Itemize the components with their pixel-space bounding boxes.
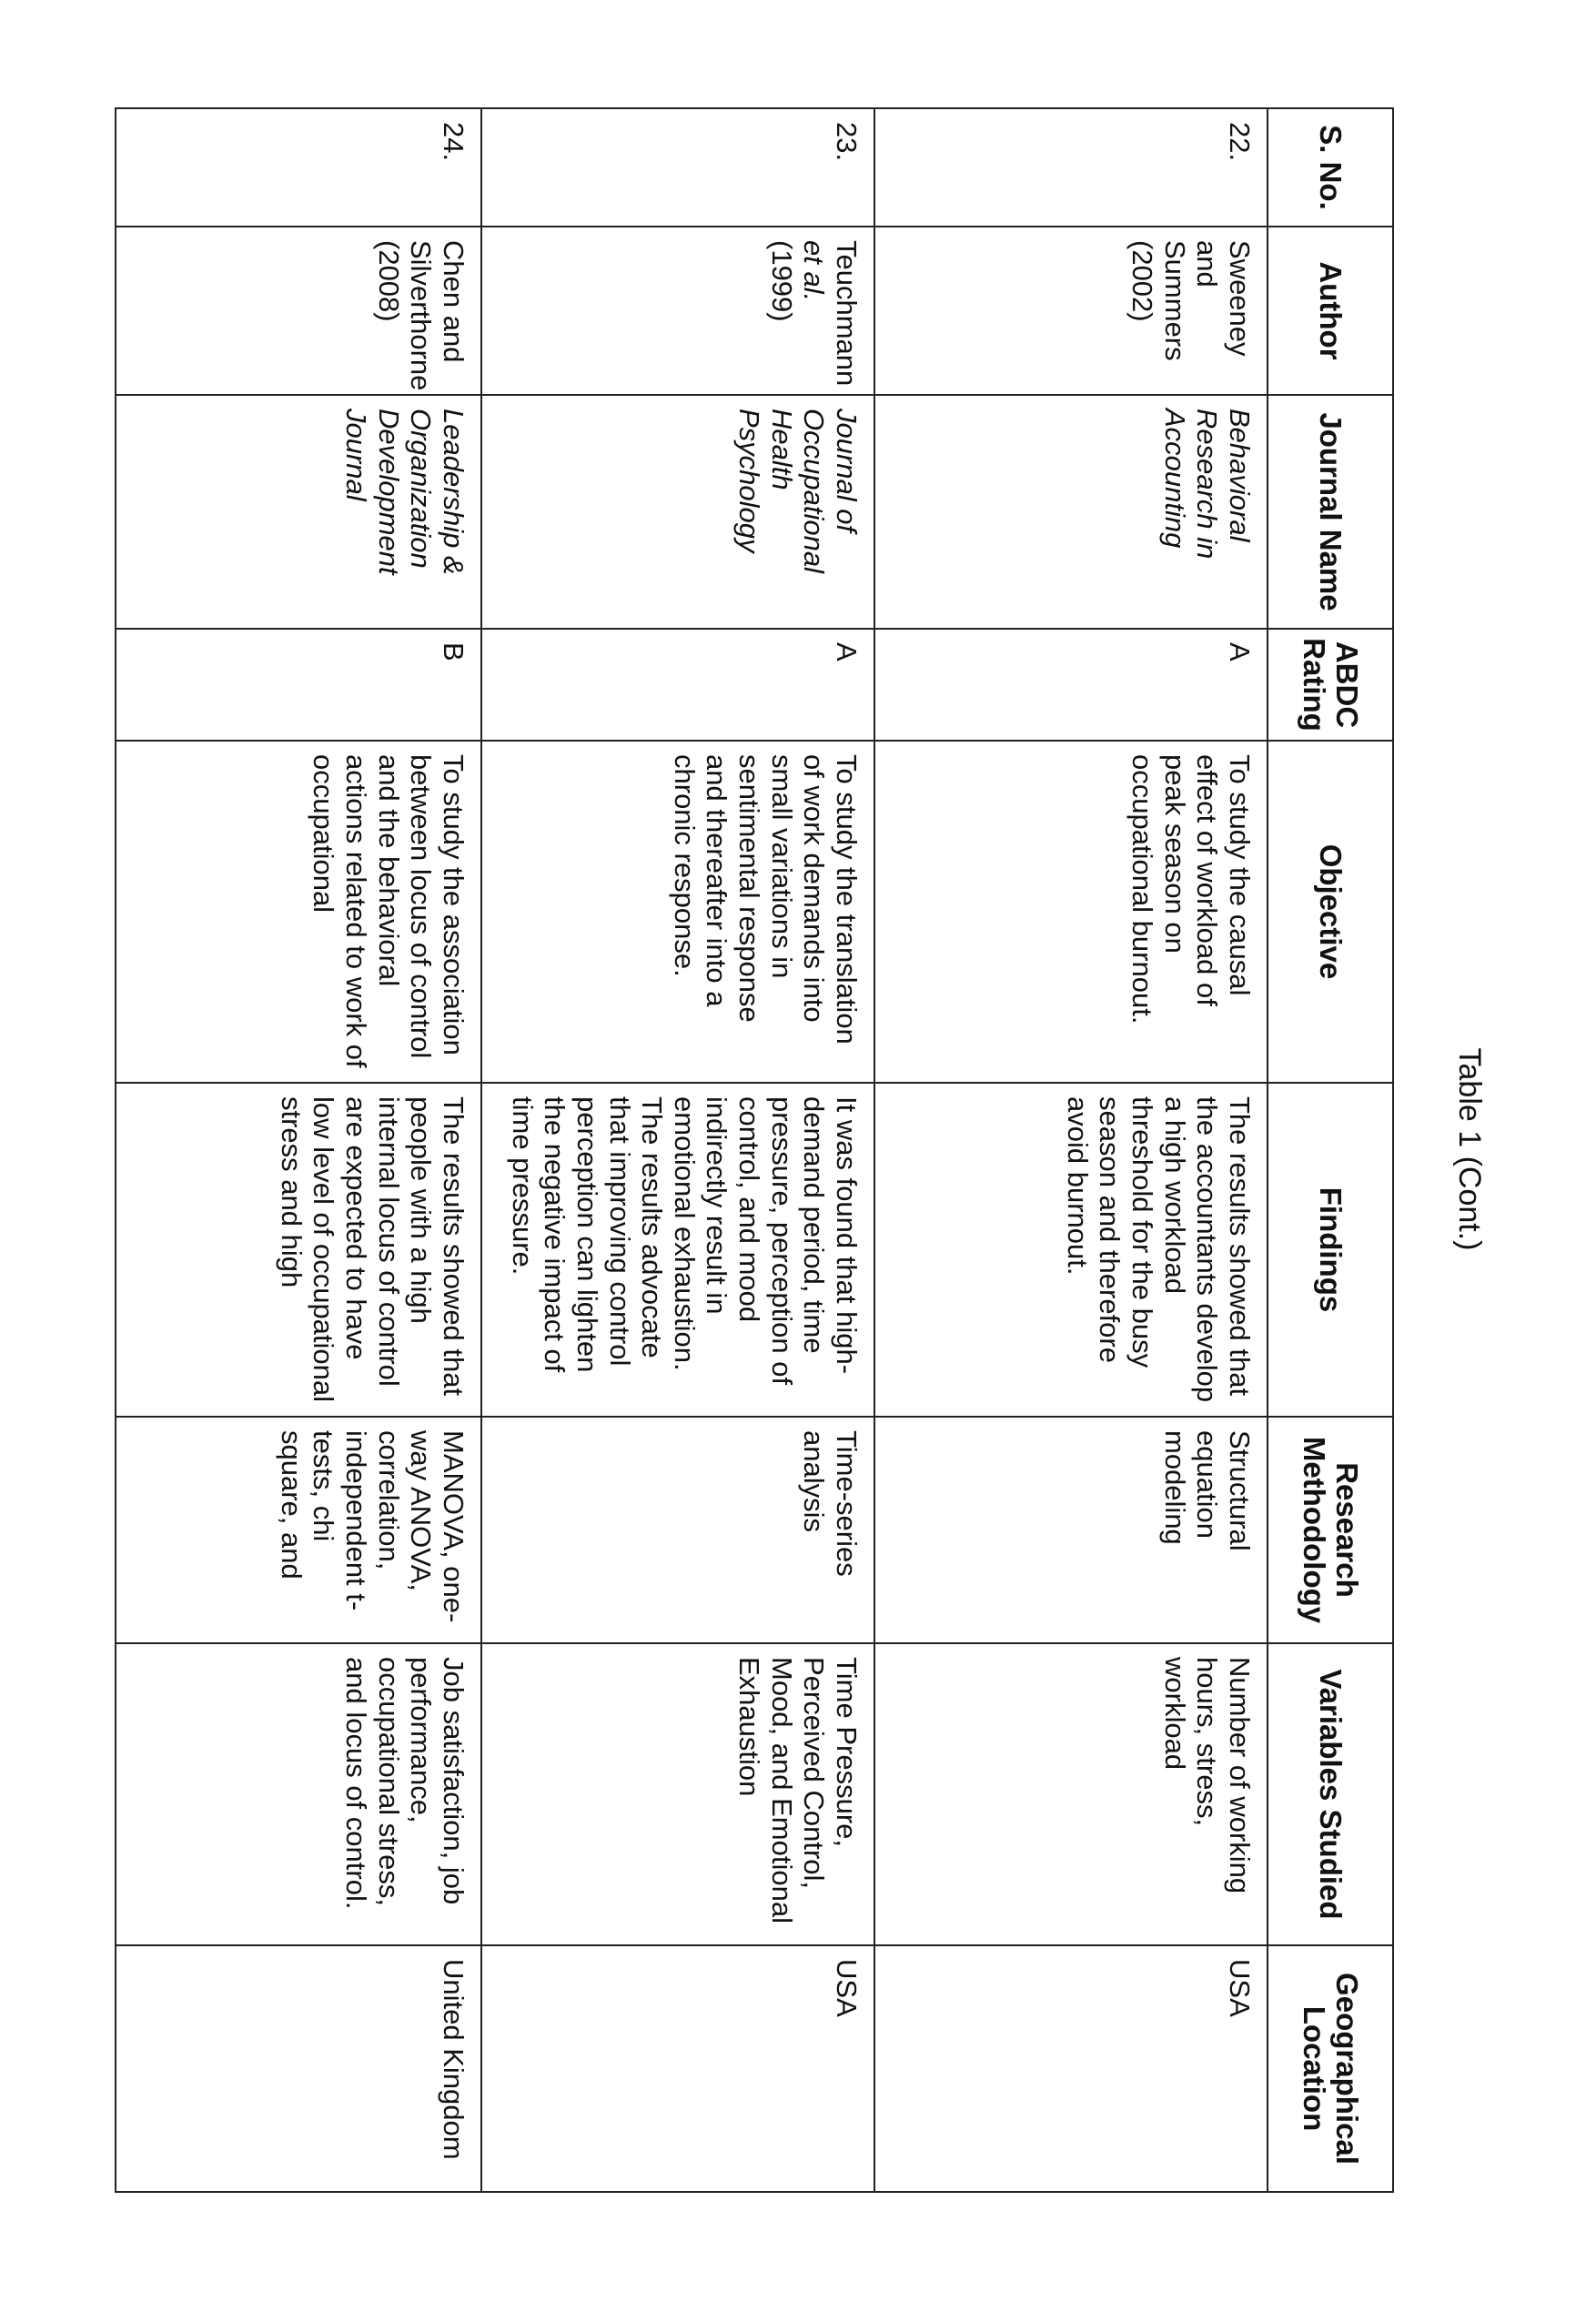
cell-sno: 24. [116, 108, 481, 227]
cell-methodology: Structural equation modeling [874, 1417, 1268, 1643]
header-location: Geographical Location [1268, 1945, 1393, 2192]
cell-findings: The results showed that the accountants develop a high workload threshold for the busy season and therefore avoid burnout. [874, 1083, 1268, 1417]
cell-location: USA [874, 1945, 1268, 2192]
table-row [116, 108, 481, 2192]
header-methodology: Research Methodology [1268, 1417, 1393, 1643]
cell-methodology: MANOVA, one-way ANOVA, correlation, independent t-tests, chi square, and [116, 1417, 481, 1643]
header-author: Author [1268, 227, 1393, 395]
header-sno: S. No. [1268, 108, 1393, 227]
cell-findings: The results showed that people with a high internal locus of control are expected to have low level of occupational stress and high [116, 1083, 481, 1417]
cell-author: Sweeney and Summers (2002) [874, 227, 1268, 395]
header-findings: Findings [1268, 1083, 1393, 1417]
cell-journal: Journal of Occupational Health Psychology [481, 395, 874, 629]
cell-author: Chen and Silverthorne (2008) [116, 227, 481, 395]
literature-review-table [115, 107, 1394, 2193]
cell-objective: To study the association between locus of control and the behavioral actions related to work of occupational [116, 741, 481, 1083]
author-name: Teuchmann [831, 240, 863, 387]
cell-findings: It was found that high-demand period, time pressure, perception of control, and mood indirectly result in emotional exhaustion. The results advocate that improving control perception can lighten the negative impact of time pressure. [481, 1083, 874, 1417]
table-caption: Table 1 (Cont.) [1452, 1047, 1487, 1251]
cell-variables: Time Pressure, Perceived Control, Mood, and Emotional Exhaustion [481, 1643, 874, 1945]
cell-sno: 23. [481, 108, 874, 227]
author-etal: et al. [798, 240, 831, 302]
header-variables: Variables Studied [1268, 1643, 1393, 1945]
cell-objective: To study the translation of work demands into small variations in sentimental response and thereafter into a chronic response. [481, 741, 874, 1083]
cell-abdc: A [874, 629, 1268, 741]
rotated-table-page [136, 107, 1501, 2191]
cell-author [481, 227, 874, 395]
author-year: (1999) [765, 240, 798, 322]
cell-objective: To study the causal effect of workload of peak season on occupational burnout. [874, 741, 1268, 1083]
cell-journal: Leadership & Organization Development Journal [116, 395, 481, 629]
header-objective: Objective [1268, 741, 1393, 1083]
cell-location: USA [481, 1945, 874, 2192]
header-row [1268, 108, 1393, 2192]
cell-variables: Number of working hours, stress, workload [874, 1643, 1268, 1945]
cell-methodology: Time-series analysis [481, 1417, 874, 1643]
table-row [874, 108, 1268, 2192]
header-abdc: ABDC Rating [1268, 629, 1393, 741]
header-journal: Journal Name [1268, 395, 1393, 629]
cell-abdc: B [116, 629, 481, 741]
cell-sno: 22. [874, 108, 1268, 227]
cell-location: United Kingdom [116, 1945, 481, 2192]
cell-abdc: A [481, 629, 874, 741]
cell-journal: Behavioral Research in Accounting [874, 395, 1268, 629]
cell-variables: Job satisfaction, job performance, occupational stress, and locus of control. [116, 1643, 481, 1945]
table-row [481, 108, 874, 2192]
